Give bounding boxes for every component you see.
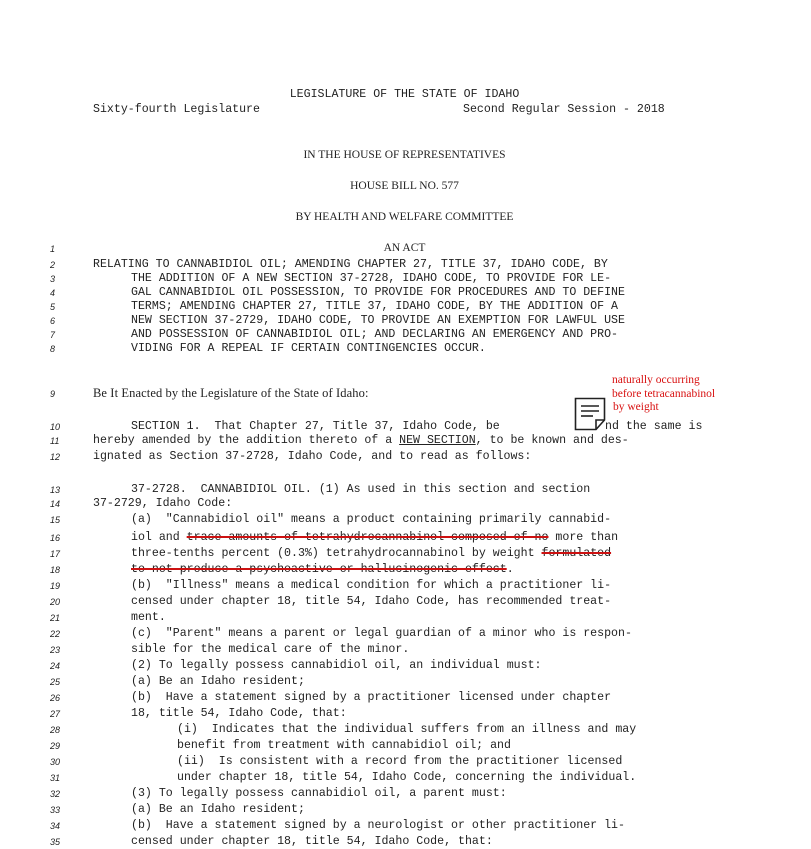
body-text: (i) Indicates that the individual suffers from an illness and may bbox=[177, 723, 637, 736]
body-text: censed under chapter 18, title 54, Idaho Code, has recommended treat- bbox=[131, 595, 612, 608]
line-number: 33 bbox=[50, 805, 61, 815]
line-number: 20 bbox=[50, 597, 61, 607]
line-number: 27 bbox=[50, 709, 61, 719]
body-text: (b) Have a statement signed by a neurologist or other practitioner li- bbox=[131, 819, 625, 832]
struck-text: formulated bbox=[541, 547, 612, 560]
title-text: AND POSSESSION OF CANNABIDIOL OIL; AND DECLARING AN EMERGENCY AND PRO- bbox=[131, 328, 619, 341]
body-text: (ii) Is consistent with a record from the practitioner licensed bbox=[177, 755, 623, 768]
body-text: 37-2729, Idaho Code: bbox=[93, 497, 233, 510]
line-number: 3 bbox=[50, 274, 56, 284]
line-number: 28 bbox=[50, 725, 61, 735]
body-text: (a) "Cannabidiol oil" means a product containing primarily cannabid- bbox=[131, 513, 612, 526]
body-text: iol and trace amounts of tetrahydrocannabinol composed of no more than bbox=[131, 531, 619, 544]
section-heading: 37-2728. CANNABIDIOL OIL. (1) As used in this section and section bbox=[131, 483, 591, 496]
body-text: (b) "Illness" means a medical condition for which a practitioner li- bbox=[131, 579, 612, 592]
line-number: 23 bbox=[50, 645, 61, 655]
comment-note-icon[interactable] bbox=[574, 397, 606, 431]
title-text: GAL CANNABIDIOL OIL POSSESSION, TO PROVIDE FOR PROCEDURES AND TO DEFINE bbox=[131, 286, 625, 299]
body-text: 18, title 54, Idaho Code, that: bbox=[131, 707, 347, 720]
line-number: 34 bbox=[50, 821, 61, 831]
line-number: 32 bbox=[50, 789, 61, 799]
title-text: NEW SECTION 37-2729, IDAHO CODE, TO PROVIDE AN EXEMPTION FOR LAWFUL USE bbox=[131, 314, 625, 327]
annotation-line3: by weight bbox=[613, 401, 659, 413]
line-number: 8 bbox=[50, 344, 56, 354]
body-text: sible for the medical care of the minor. bbox=[131, 643, 410, 656]
session-left: Sixty-fourth Legislature bbox=[93, 103, 260, 116]
line-number: 19 bbox=[50, 581, 61, 591]
title-text: THE ADDITION OF A NEW SECTION 37-2728, IDAHO CODE, TO PROVIDE FOR LE- bbox=[131, 272, 612, 285]
line-number: 6 bbox=[50, 316, 56, 326]
section-text: ignated as Section 37-2728, Idaho Code, and to read as follows: bbox=[93, 450, 532, 463]
title-text: RELATING TO CANNABIDIOL OIL; AMENDING CHAPTER 27, TITLE 37, IDAHO CODE, BY bbox=[93, 258, 608, 271]
body-text: censed under chapter 18, title 54, Idaho Code, that: bbox=[131, 835, 493, 848]
title-text: TERMS; AMENDING CHAPTER 27, TITLE 37, IDAHO CODE, BY THE ADDITION OF A bbox=[131, 300, 619, 313]
body-text: benefit from treatment with cannabidiol oil; and bbox=[177, 739, 511, 752]
body-text: to not produce a psychoactive or hallucinogenic effect. bbox=[131, 563, 514, 576]
body-text: (3) To legally possess cannabidiol oil, a parent must: bbox=[131, 787, 507, 800]
legislature-title: LEGISLATURE OF THE STATE OF IDAHO bbox=[289, 88, 520, 101]
line-number: 35 bbox=[50, 837, 61, 847]
body-text: under chapter 18, title 54, Idaho Code, concerning the individual. bbox=[177, 771, 637, 784]
line-number: 10 bbox=[50, 422, 61, 432]
body-text: three-tenths percent (0.3%) tetrahydrocannabinol by weight formulated bbox=[131, 547, 612, 560]
line-number: 31 bbox=[50, 773, 61, 783]
body-text: ment. bbox=[131, 611, 166, 624]
committee: BY HEALTH AND WELFARE COMMITTEE bbox=[295, 211, 514, 223]
body-text: (b) Have a statement signed by a practitioner licensed under chapter bbox=[131, 691, 612, 704]
act-heading: AN ACT bbox=[383, 242, 426, 254]
line-number: 9 bbox=[50, 389, 56, 399]
struck-text: to not produce a psychoactive or hallucinogenic effect bbox=[131, 563, 507, 576]
section-text: SECTION 1. That Chapter 27, Title 37, Idaho Code, be bbox=[131, 420, 500, 433]
section-text: nd the same is bbox=[605, 420, 703, 433]
title-text: VIDING FOR A REPEAL IF CERTAIN CONTINGENCIES OCCUR. bbox=[131, 342, 486, 355]
line-number: 12 bbox=[50, 452, 61, 462]
line-number: 11 bbox=[50, 436, 60, 446]
line-number: 25 bbox=[50, 677, 61, 687]
line-number: 5 bbox=[50, 302, 56, 312]
body-text: (c) "Parent" means a parent or legal guardian of a minor who is respon- bbox=[131, 627, 632, 640]
line-number: 14 bbox=[50, 499, 61, 509]
body-text: (a) Be an Idaho resident; bbox=[131, 675, 305, 688]
new-section-underline: NEW SECTION bbox=[399, 434, 476, 447]
annotation-comment[interactable]: naturally occurring before tetracannabinol by weight bbox=[612, 374, 716, 413]
line-number: 18 bbox=[50, 565, 61, 575]
body-text: (a) Be an Idaho resident; bbox=[131, 803, 305, 816]
line-number: 7 bbox=[50, 330, 56, 340]
line-number: 22 bbox=[50, 629, 61, 639]
line-number: 2 bbox=[50, 260, 56, 270]
line-number: 24 bbox=[50, 661, 61, 671]
line-number: 16 bbox=[50, 533, 61, 543]
line-number: 13 bbox=[50, 485, 61, 495]
struck-text: trace amounts of tetrahydrocannabinol composed of no bbox=[186, 531, 549, 544]
bill-number: HOUSE BILL NO. 577 bbox=[350, 180, 459, 192]
session-right: Second Regular Session - 2018 bbox=[463, 103, 665, 116]
section-text: hereby amended by the addition thereto of a NEW SECTION, to be known and des- bbox=[93, 434, 629, 447]
line-number: 30 bbox=[50, 757, 61, 767]
line-number: 21 bbox=[50, 613, 61, 623]
line-number: 15 bbox=[50, 515, 61, 525]
enacting-clause: Be It Enacted by the Legislature of the State of Idaho: bbox=[93, 386, 369, 400]
line-number: 4 bbox=[50, 288, 56, 298]
line-number: 17 bbox=[50, 549, 61, 559]
line-number: 29 bbox=[50, 741, 61, 751]
house-title: IN THE HOUSE OF REPRESENTATIVES bbox=[303, 149, 506, 161]
line-number: 1 bbox=[50, 244, 56, 254]
body-text: (2) To legally possess cannabidiol oil, an individual must: bbox=[131, 659, 542, 672]
line-number: 26 bbox=[50, 693, 61, 703]
